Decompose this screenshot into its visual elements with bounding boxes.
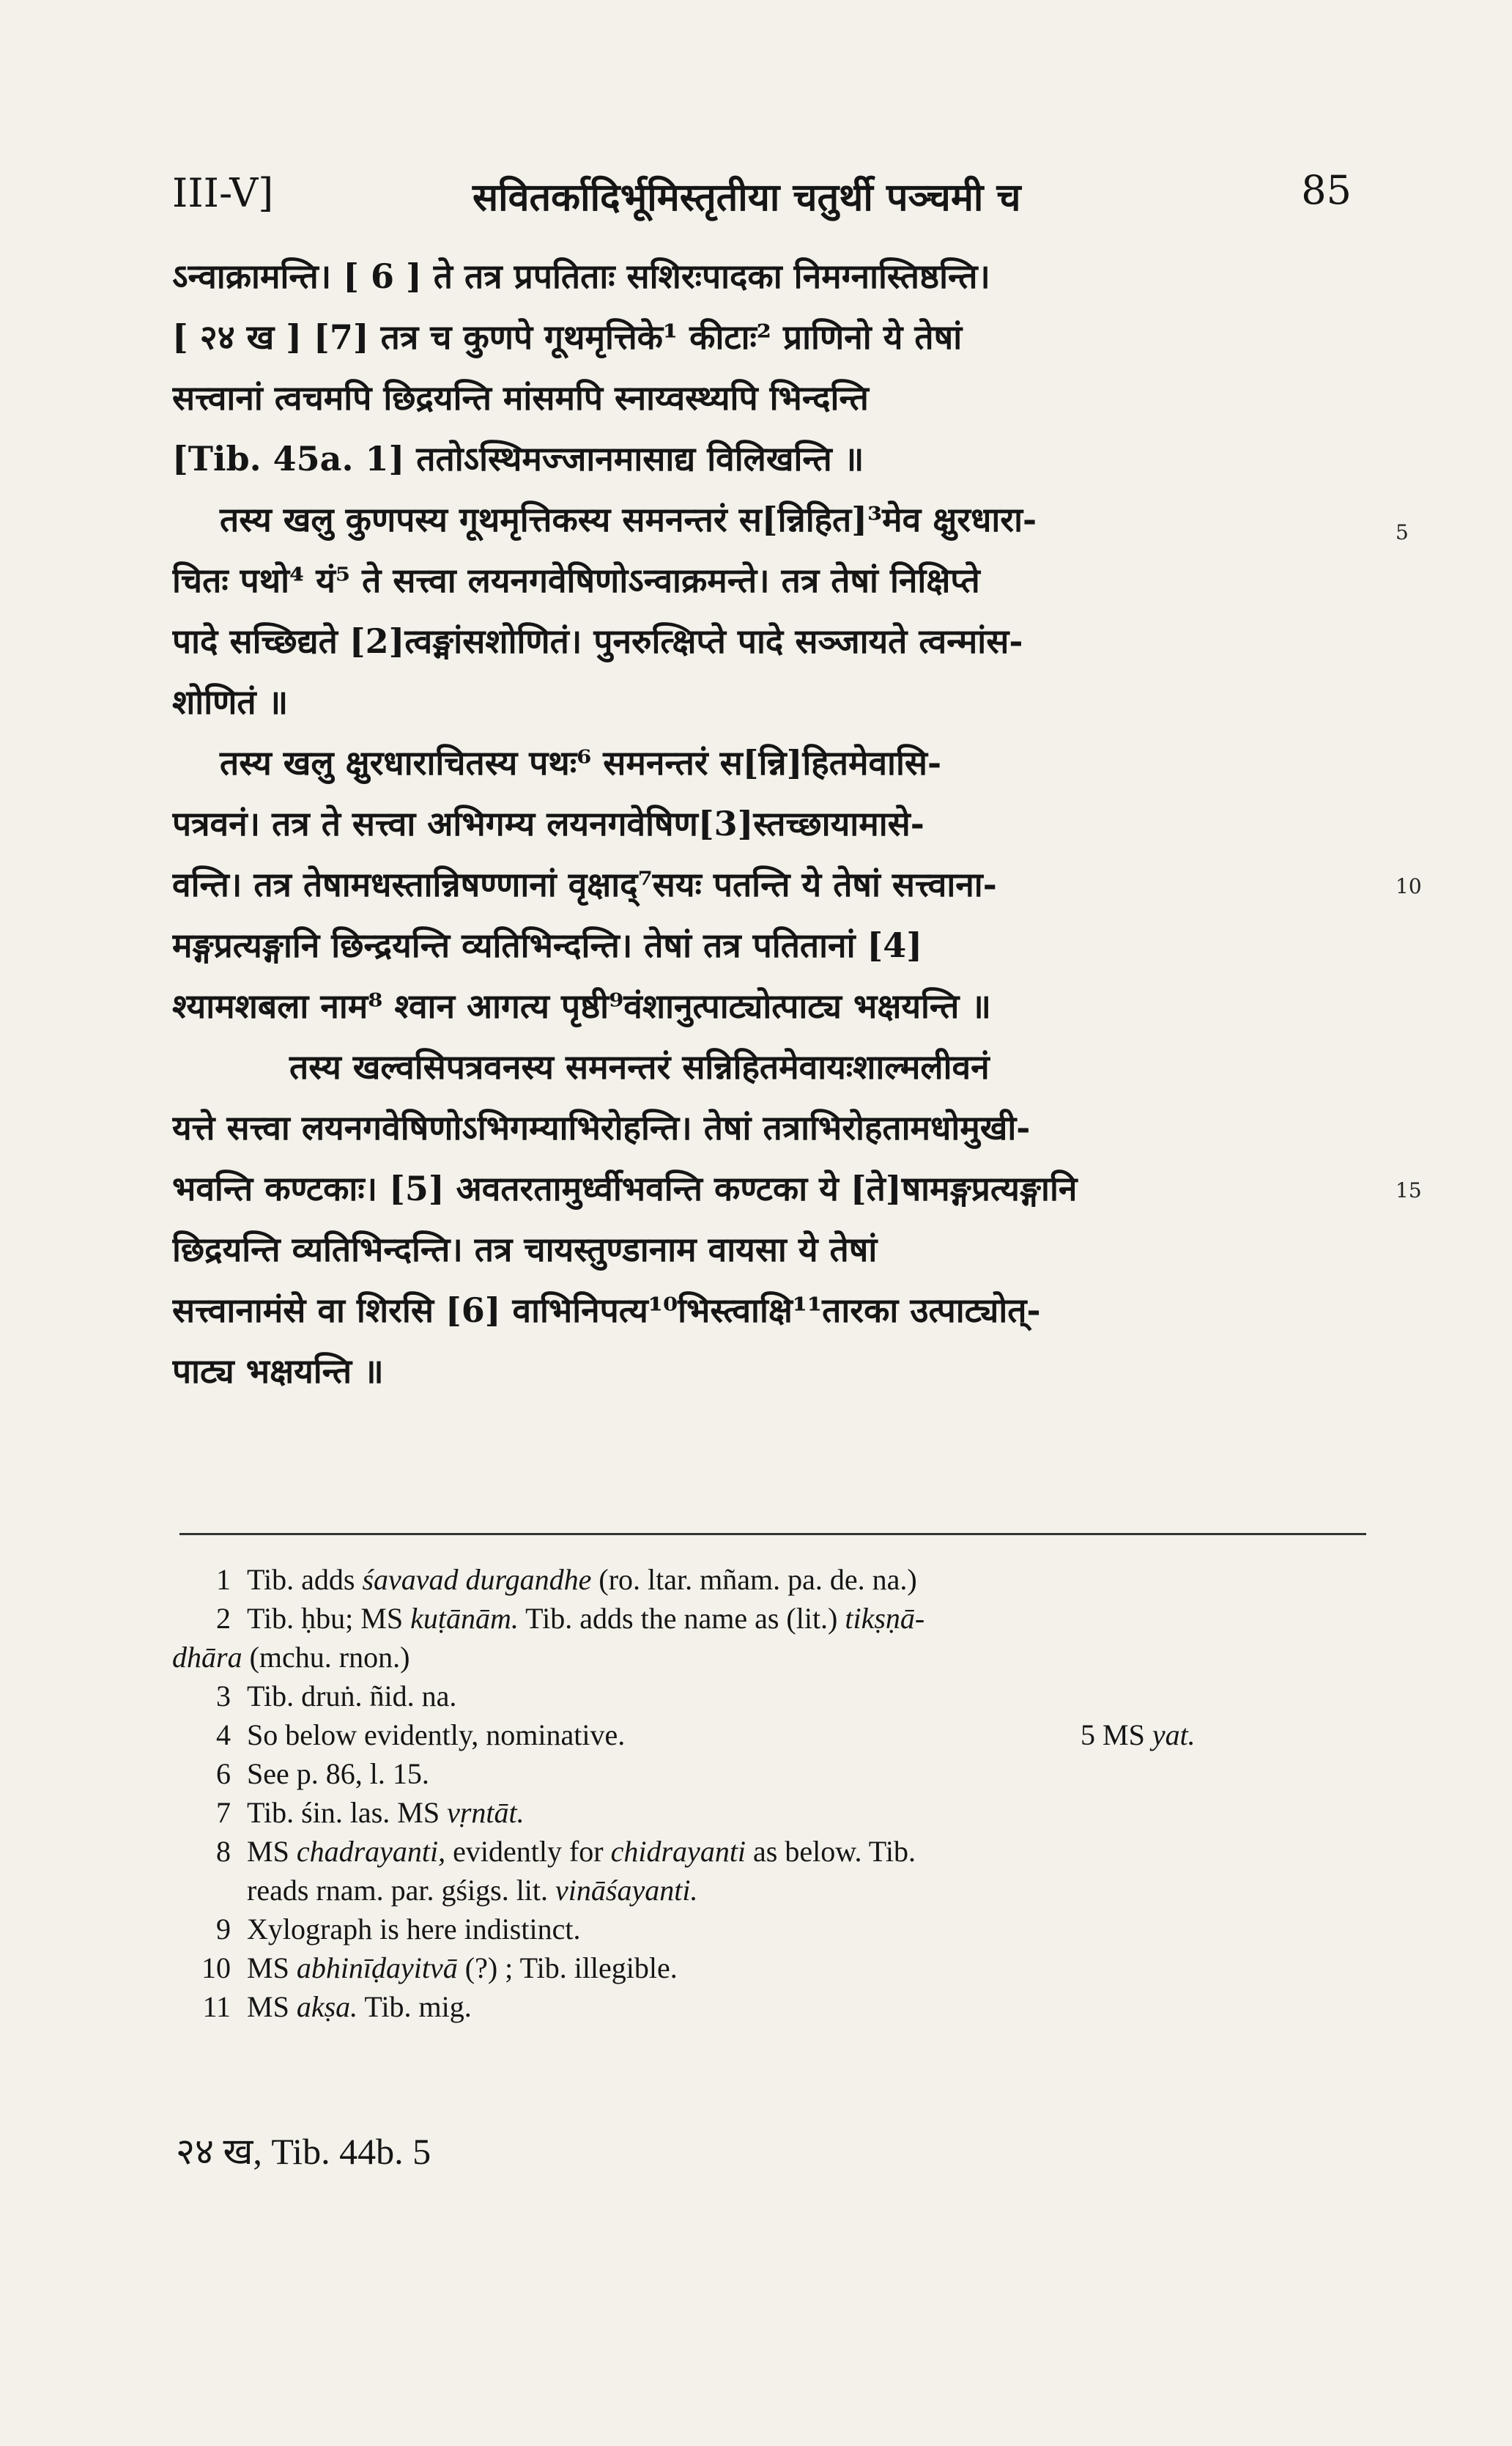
text-line: भवन्ति कण्टकाः। [5] अवतरतामुर्ध्वीभवन्ति कण्टका ये [ते]षामङ्गप्रत्यङ्गानि <box>172 1169 1078 1208</box>
text-line: तस्य खलु क्षुरधाराचितस्य पथः⁶ समनन्तरं स[न्नि]हितमेवासि- <box>220 743 942 783</box>
footnote-number: 10 <box>201 1951 231 1984</box>
running-header <box>172 163 1352 229</box>
running-title: सवितर्कादिर्भूमिस्तृतीया चतुर्थी पञ्चमी च <box>472 175 1021 220</box>
footnote-italic: vṛntāt. <box>447 1796 525 1829</box>
footnote-text: Tib. adds the name as (lit.) <box>518 1602 845 1635</box>
line-number: 10 <box>1396 874 1422 898</box>
footnote-italic: śavavad durgandhe <box>362 1563 592 1596</box>
footnote-number: 8 <box>216 1835 231 1868</box>
footnote-text: MS <box>247 1951 297 1984</box>
footnote-text: (ro. ltar. mñam. pa. de. na.) <box>591 1563 917 1596</box>
text-line: [ २४ ख ] [7] तत्र च कुणपे गूथमृत्तिके¹ कीटाः² प्राणिनो ये तेषां <box>172 317 963 357</box>
footnote-line <box>172 1600 1359 1638</box>
footnote-line <box>172 1716 1359 1754</box>
footnote-line <box>172 1561 1359 1599</box>
text-line: पादे सच्छिद्यते [2]त्वङ्मांसशोणितं। पुनरुत्क्षिप्ते पादे सञ्जायते त्वन्मांस- <box>172 621 1023 661</box>
footnote-number: 11 <box>202 1990 231 2023</box>
footnote-number: 2 <box>216 1602 231 1635</box>
footnote-text: Tib. śin. las. MS <box>247 1796 448 1829</box>
text-line: ऽन्वाक्रामन्ति। [ 6 ] ते तत्र प्रपतिताः सशिरःपादका निमग्नास्तिष्ठन्ति। <box>172 256 990 296</box>
footnote-number: 1 <box>216 1563 231 1596</box>
footnote-line <box>172 1755 1359 1793</box>
footnote-line <box>172 1910 1359 1948</box>
footnote-line <box>172 1833 1359 1871</box>
line-number: 15 <box>1396 1178 1422 1202</box>
footnote-number: 3 <box>216 1680 231 1712</box>
text-line: मङ्गप्रत्यङ्गानि छिन्द्रयन्ति व्यतिभिन्दन्ति। तेषां तत्र पतितानां [4] <box>172 925 923 965</box>
footnote-italic: akṣa. <box>296 1990 358 2023</box>
footnote-italic: kuṭānām. <box>410 1602 519 1635</box>
text-line: शोणितं ॥ <box>172 682 289 722</box>
text-line: श्यामशबला नाम⁸ श्वान आगत्य पृष्ठी⁹वंशानुत्पाट्योत्पाट्य भक्षयन्ति ॥ <box>172 986 991 1026</box>
footnote-text: MS <box>1102 1718 1152 1751</box>
footnote-text: as below. Tib. <box>746 1835 916 1868</box>
text-line: यत्ते सत्त्वा लयनगवेषिणोऽभिगम्याभिरोहन्ति। तेषां तत्राभिरोहतामधोमुखी- <box>172 1108 1031 1148</box>
footnote-line <box>172 1949 1359 1987</box>
footnote-text: MS <box>247 1835 297 1868</box>
footnote-text: (?) ; Tib. illegible. <box>457 1951 678 1984</box>
footnote-text: Xylograph is here indistinct. <box>247 1913 581 1946</box>
text-line: पत्रवनं। तत्र ते सत्त्वा अभिगम्य लयनगवेषिण[3]स्तच्छायामासे- <box>172 804 924 843</box>
footnote-number: 4 <box>216 1718 231 1751</box>
footnote-text: MS <box>247 1990 297 2023</box>
text-line: चितः पथो⁴ यं⁵ ते सत्त्वा लयनगवेषिणोऽन्वाक्रमन्ते। तत्र तेषां निक्षिप्ते <box>172 561 980 600</box>
footnote-line <box>172 1677 1359 1715</box>
footnote-italic: abhinīḍayitvā <box>296 1951 458 1984</box>
footnote-line <box>172 1872 1359 1910</box>
footnote-italic: dhāra <box>172 1641 242 1674</box>
text-line: पाट्य भक्षयन्ति ॥ <box>172 1351 384 1391</box>
footnote-italic: tikṣṇā- <box>845 1602 925 1635</box>
text-line: छिद्रयन्ति व्यतिभिन्दन्ति। तत्र चायस्तुण्डानाम वायसा ये तेषां <box>172 1230 878 1269</box>
footnote-text: See p. 86, l. 15. <box>247 1757 429 1790</box>
footnote-text: Tib. druṅ. ñid. na. <box>247 1680 457 1712</box>
footnote-line <box>172 1794 1359 1832</box>
page-number: 85 <box>1301 167 1352 213</box>
footnote-italic: chidrayanti <box>610 1835 746 1868</box>
footnote-line <box>172 1638 1359 1677</box>
footnote-divider <box>179 1533 1366 1535</box>
text-line: सत्त्वानां त्वचमपि छिद्रयन्ति मांसमपि स्नाय्वस्थ्यपि भिन्दन्ति <box>172 378 869 418</box>
footnote-line <box>172 1988 1359 2026</box>
footnote-italic: yat. <box>1152 1718 1196 1751</box>
footnote-number: 9 <box>216 1913 231 1946</box>
footnote-number: 7 <box>216 1796 231 1829</box>
footnote-text: Tib. ḥbu; MS <box>247 1602 411 1635</box>
marginal-reference: २४ ख, Tib. 44b. 5 <box>176 2131 431 2172</box>
footnote-number: 6 <box>216 1757 231 1790</box>
text-line: [Tib. 45a. 1] ततोऽस्थिमज्जानमासाद्य विलिखन्ति ॥ <box>172 439 864 479</box>
text-line: सत्त्वानामंसे वा शिरसि [6] वाभिनिपत्य¹⁰भिस्त्वाक्षि¹¹तारका उत्पाट्योत्- <box>172 1290 1041 1330</box>
section-marker: III-V] <box>172 170 274 216</box>
footnote-inline <box>1081 1716 1196 1754</box>
footnote-number: 5 <box>1081 1718 1102 1751</box>
footnote-italic: chadrayanti, <box>296 1835 446 1868</box>
text-line: वन्ति। तत्र तेषामधस्तान्निषण्णानां वृक्षाद्⁷सयः पतन्ति ये तेषां सत्त्वाना- <box>172 865 997 904</box>
footnote-text: Tib. mig. <box>357 1990 472 2023</box>
footnote-text: (mchu. rnon.) <box>242 1641 410 1674</box>
footnote-text: So below evidently, nominative. <box>247 1718 626 1751</box>
line-number: 5 <box>1396 520 1409 544</box>
footnote-italic: vināśayanti. <box>555 1874 698 1907</box>
footnote-text: reads rnam. par. gśigs. lit. <box>247 1874 556 1907</box>
footnote-text: evidently for <box>445 1835 611 1868</box>
text-line: तस्य खल्वसिपत्रवनस्य समनन्तरं सन्निहितमेवायःशाल्मलीवनं <box>289 1047 990 1087</box>
text-line: तस्य खलु कुणपस्य गूथमृत्तिकस्य समनन्तरं स[न्निहित]³मेव क्षुरधारा- <box>220 500 1037 539</box>
footnote-text: Tib. adds <box>247 1563 363 1596</box>
